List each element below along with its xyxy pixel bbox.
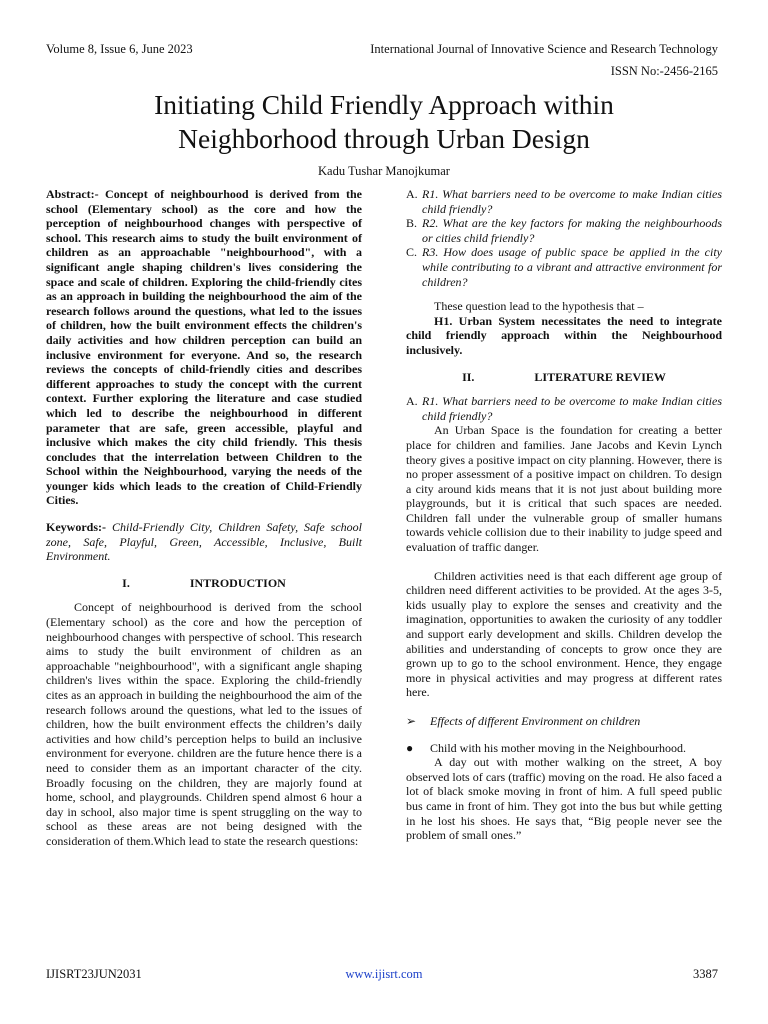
section-title: LITERATURE REVIEW (534, 369, 666, 384)
list-item (406, 187, 722, 216)
arrow-bullet-icon: ➢ (406, 714, 417, 728)
right-column (406, 187, 722, 843)
abstract: Abstract:- Concept of neighbourhood is derived from the school (Elementary school) as the core and how the perception of neighbourhood changes with perspective of school. This research aims to study the built environment of children as an approachable "neighbourhood", with a significant angle shaping children's lives considering the space and scale of children. Exploring the child-friendly cites as an approach in building the neighbourhood the aim of the research follows around the questions, what led to the issues of children, how the built environment effects the children's daily activities and how children perception can build an inclusive environment for everyone. And so, the research reviews the concepts of child-friendly cities and describes different approaches to study the concept with the current context. Further exploring the literature and case studied which led to describe the neighbourhood in different parameter that are safe, green accessible, playful and inclusive which makes the city child friendly. This thesis concludes that the interrelation between Children to the School within the Neighbourhood, varying the needs of the younger kids which leads to the creation of Child-Friendly Cities. (46, 187, 362, 508)
keywords (46, 520, 362, 564)
list-item (406, 216, 722, 245)
author-name: Kadu Tushar Manojkumar (318, 164, 450, 178)
journal-issn: ISSN No:-2456-2165 (610, 64, 718, 78)
question-label: A. (406, 394, 418, 409)
website-link[interactable]: www.ijisrt.com (345, 967, 423, 981)
section-heading-introduction (46, 576, 362, 591)
literature-paragraph-2: Children activities need is that each different age group of children need different activities to be provided. At the ages 3-5, kids usually play to explore the senses and creativity and the imagination, opportunities to awaken the curiosity of any toddler and support early development and skills. Children develop the abilities and understanding of concepts to grow once they are grown up to go to the school environment. Hence, they engage more in physical activities and may progress at different rates here. (406, 568, 722, 700)
title-line-1: Initiating Child Friendly Approach within (154, 89, 614, 120)
effects-heading: Effects of different Environment on children (430, 714, 641, 728)
story-paragraph: A day out with mother walking on the street, A boy observed lots of cars (traffic) moving on the road. He also faced a lot of black smoke moving in front of him. A full speed public bus came in front of him. They got into the bus but while getting in he lost his shoes. He says that, “Big people never see the problem of small ones.” (406, 755, 722, 843)
question-label: C. (406, 245, 418, 260)
section-heading-literature-review (406, 370, 722, 385)
left-column (46, 187, 362, 849)
literature-paragraph-1: An Urban Space is the foundation for creating a better place for children and families. Jane Jacobs and Kevin Lynch theory gives a positive impact on city planning. However, there is no proper assessment of a positive impact on children. To design a city around kids means that it is not just about building more playgrounds, but it is critical that such spaces are needed. Children fall under the vulnerable group of smaller humans towards vehicle collision due to their inability to judge speed and evaluation of traffic danger. (406, 423, 722, 555)
dot-bullet-icon: ● (406, 740, 414, 755)
research-questions (406, 187, 722, 289)
question-text: R2. What are the key factors for making the neighbourhoods or cities child friendly? (422, 216, 722, 245)
hypothesis: H1. Urban System necessitates the need to integrate child friendly approach within the Neighbourhood inclusively. (406, 313, 722, 357)
keywords-label: Keywords:- (46, 520, 106, 535)
section-number: II. (462, 369, 475, 384)
question-text: R3. How does usage of public space be applied in the city while contributing to a vibrant and attractive environment for children? (422, 245, 722, 289)
question-label: A. (406, 187, 418, 201)
section-number: I. (122, 575, 130, 590)
title-line-2: Neighborhood through Urban Design (178, 123, 590, 154)
hypothesis-lead: These question lead to the hypothesis that – (434, 299, 644, 314)
paper-code: IJISRT23JUN2031 (46, 967, 142, 981)
journal-name: International Journal of Innovative Science and Research Technology (370, 42, 718, 56)
literature-question (406, 394, 722, 423)
list-item (406, 245, 722, 289)
list-item (406, 394, 722, 423)
bullet-text: Child with his mother moving in the Neighbourhood. (430, 740, 686, 755)
paper-title (40, 88, 728, 156)
question-text: R1. What barriers need to be overcome to make Indian cities child friendly? (422, 394, 722, 423)
question-text: R1. What barriers need to be overcome to make Indian cities child friendly? (422, 187, 722, 216)
question-label: B. (406, 216, 418, 231)
effects-heading-row (406, 714, 722, 729)
introduction-paragraph: Concept of neighbourhood is derived from the school (Elementary school) as the core and how the perception of neighbourhood changes with perspective of school. This research aims to study the built environment of children as an approachable "neighbourhood", with a significant angle shaping children's lives within the space. Exploring the child-friendly cites as an approach in building the neighbourhood the aim of the research follows around the questions, what led to the issues of children, how the built environment effects the children’s daily activities and how child’s perception helps to build an inclusive environment for everyone. children are the future hence there is a need to consider them as an important character of the city. Broadly focusing on the children, they are majorly found at home, school, and playgrounds. Children spend almost 6 hour a day in school, also major time is spent struggling on the way to school as these areas are not being designed with the consideration of them.Which lead to state the research questions: (46, 600, 362, 848)
bullet-row (406, 741, 722, 756)
journal-volume: Volume 8, Issue 6, June 2023 (46, 42, 193, 56)
page-number: 3387 (693, 967, 718, 981)
keywords-text: Child-Friendly City, Children Safety, Safe school zone, Safe, Playful, Green, Accessible, Inclusive, Built Environment. (46, 520, 362, 564)
section-title: INTRODUCTION (189, 575, 286, 590)
